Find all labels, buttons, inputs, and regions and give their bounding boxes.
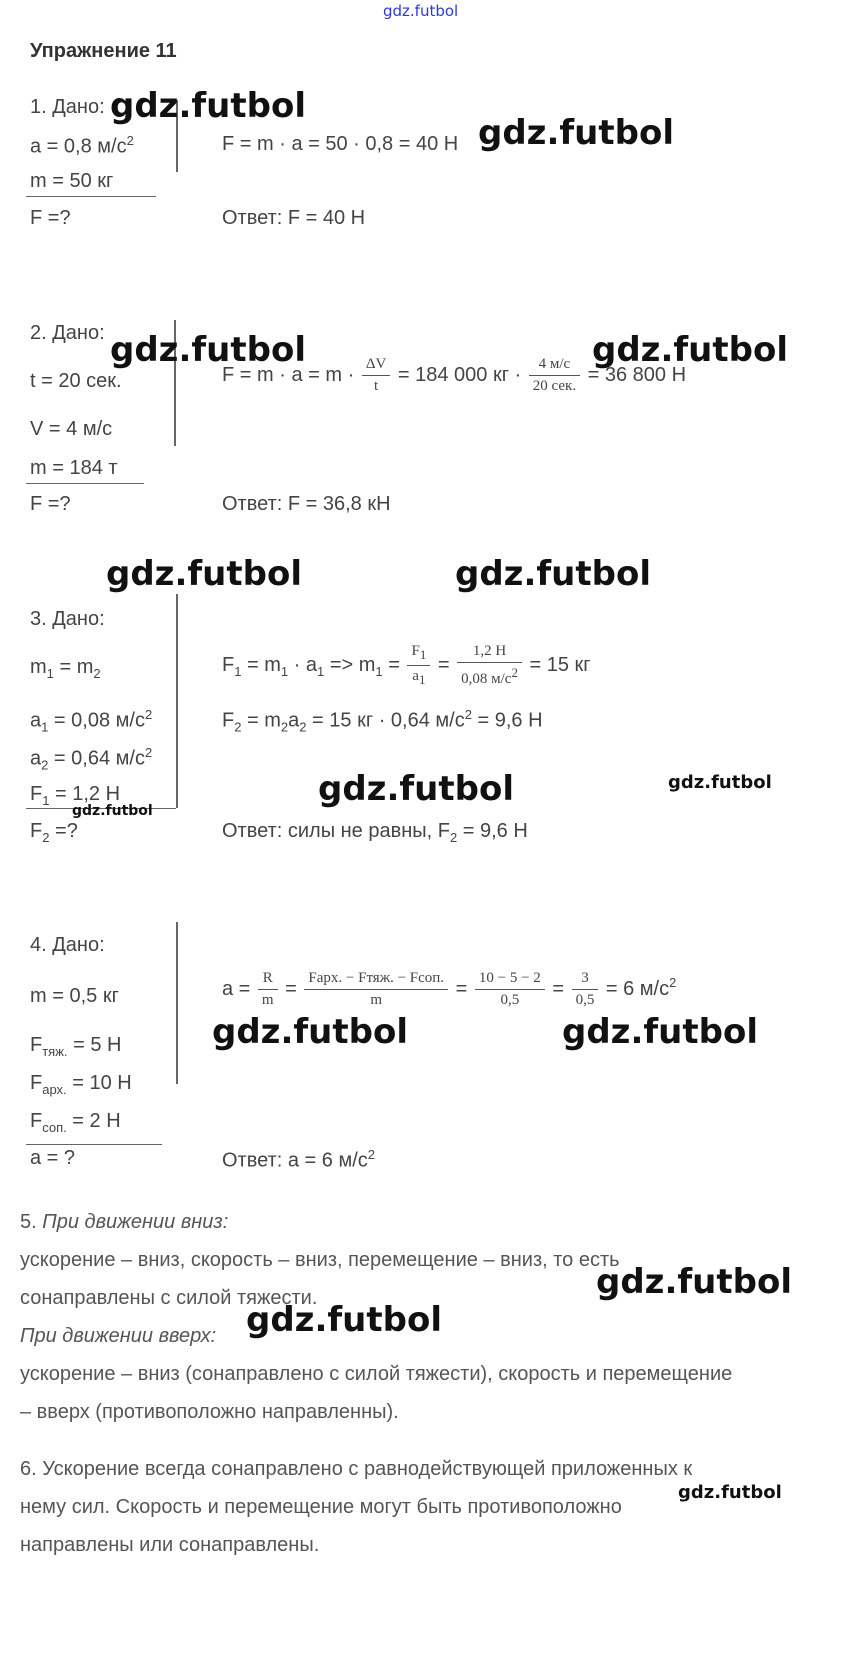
p3-m1-sub: 1 <box>46 666 54 681</box>
p1-acceleration <box>30 133 134 159</box>
p2-sol-mid: = 184 000 кг · <box>397 363 522 386</box>
p4-sol-prefix: a = <box>222 977 251 1000</box>
p4-answer <box>222 1147 375 1173</box>
p1-acceleration-exp: 2 <box>126 133 134 148</box>
p3-a2-sym: a <box>30 747 42 770</box>
p2-sol-end: = 36 800 Н <box>587 363 687 386</box>
p3-frac2-den-text: 0,08 м/с <box>461 671 512 687</box>
p3-a1-val: = 0,08 м/с <box>48 709 145 732</box>
p4-f-gravity <box>30 1034 121 1059</box>
p2-frac1-num: ΔV <box>362 356 390 376</box>
p3-f1-sym: F <box>30 783 43 805</box>
section6-line2: нему сил. Скорость и перемещение могут быть противоположно <box>20 1496 622 1518</box>
p4-fraction-values <box>475 970 545 1009</box>
p3-sol1-arrow: => m <box>324 653 376 676</box>
watermark: gdz.futbol <box>246 1300 442 1340</box>
p2-time: t = 20 сек. <box>30 370 122 392</box>
p3-m2: = m <box>53 656 94 678</box>
p3-sol1-m-sub: 1 <box>280 663 289 679</box>
p4-fraction-r-m <box>258 970 278 1009</box>
p4-frac2-den: m <box>370 992 383 1008</box>
p3-a1-sub: 1 <box>41 719 49 735</box>
p1-given-label: 1. Дано: <box>30 96 105 118</box>
p3-frac1-den-sub: 1 <box>418 672 426 687</box>
watermark: gdz.futbol <box>596 1262 792 1302</box>
watermark: gdz.futbol <box>110 330 306 370</box>
watermark: gdz.futbol <box>455 554 651 594</box>
p4-solution: a = $\frac{R}{m}$ = $\frac{\text{Fарх. − Fтяж. − Fсоп.}}{m}$ = $\frac{10 - 5 - 2}{0,5}$ = $\frac{3}{0,5}$ = 6 $м/с^2$ <box>222 970 677 1008</box>
p3-sol2-f-sub: 2 <box>234 719 242 735</box>
p2-fraction-dv-t <box>362 356 390 395</box>
p3-f2-sub: 2 <box>42 830 50 845</box>
p3-sol2-end: = 9,6 Н <box>471 709 543 732</box>
p4-fraction-result <box>572 970 599 1009</box>
p4-f-archimedes <box>30 1072 132 1097</box>
p3-m2-sub: 2 <box>93 666 101 681</box>
p3-sol1-f-sub: 1 <box>234 663 242 679</box>
watermark: gdz.futbol <box>212 1012 408 1052</box>
section5-number: 5. <box>20 1211 37 1233</box>
p2-frac2-num: 4 м/с <box>529 356 580 376</box>
p3-frac1-num-sym: F <box>411 643 420 659</box>
section6-line3: направлены или сонаправлены. <box>20 1534 320 1556</box>
p3-sol2-a: a <box>288 709 300 732</box>
p3-f1-sub: 1 <box>42 793 50 808</box>
watermark: gdz.futbol <box>478 113 674 153</box>
p2-divider <box>26 483 144 484</box>
p3-sol2-m-sub: 2 <box>280 719 289 735</box>
p4-fraction-forces <box>304 970 448 1009</box>
p2-frac2-den: 20 сек. <box>532 378 577 394</box>
p2-sol-prefix: F = m · a = m · <box>222 363 355 386</box>
p4-f-resistance <box>30 1110 121 1135</box>
p3-frac1-den <box>407 666 430 688</box>
p3-sol1-end: = 15 кг <box>529 653 591 676</box>
section6-line1: 6. Ускорение всегда сонаправлено с равнодействующей приложенных к <box>20 1458 693 1480</box>
p1-answer: Ответ: F = 40 Н <box>222 207 366 229</box>
p4-mass: m = 0,5 кг <box>30 985 119 1007</box>
p4-f-arch-sub: арх. <box>42 1082 67 1097</box>
p3-frac1-num <box>407 643 430 666</box>
p1-find: F =? <box>30 207 71 229</box>
p3-sol1-f: F <box>222 653 235 676</box>
p3-frac1-den-sym: a <box>412 668 419 684</box>
p3-sol2-sup: 2 <box>464 707 472 722</box>
p1-mass: m = 50 кг <box>30 170 114 192</box>
p3-fraction-f-a <box>407 643 430 688</box>
p4-frac4-num: 3 <box>572 970 599 990</box>
p4-f-arch-sym: F <box>30 1072 43 1094</box>
watermark: gdz.futbol <box>562 1012 758 1052</box>
p4-frac3-den: 0,5 <box>500 992 520 1008</box>
p4-frac4-den: 0,5 <box>575 992 595 1008</box>
p3-answer-end: = 9,6 Н <box>457 820 528 842</box>
p3-solution-line1: $F_1 = m_1 \cdot a_1 => m_1$ = $\frac{F_1}{a_1}$ = $\frac{1,2 Н}{0,08 м/с^2}$ = 15 кг <box>222 643 591 687</box>
watermark: gdz.futbol <box>592 330 788 370</box>
p3-frac2-den-sup: 2 <box>511 665 518 680</box>
p4-find: a = ? <box>30 1147 76 1169</box>
p4-frac3-num: 10 − 5 − 2 <box>475 970 545 990</box>
p3-sol2-f: F <box>222 709 235 732</box>
p3-frac2-den <box>457 663 522 688</box>
p3-a1 <box>30 707 152 735</box>
p3-sol1-a-sub: 1 <box>317 663 325 679</box>
p3-a2-val: = 0,64 м/с <box>48 747 145 770</box>
p3-answer-text: Ответ: силы не равны, F <box>222 820 450 842</box>
p3-sol1-a: · a <box>288 653 318 676</box>
section5-down-heading <box>20 1203 228 1241</box>
p3-solution-line2 <box>222 707 543 735</box>
p3-answer <box>222 820 528 845</box>
p2-find: F =? <box>30 493 71 515</box>
p1-divider <box>26 196 156 197</box>
p3-frac1-num-sub: 1 <box>419 647 427 662</box>
watermark: gdz.futbol <box>678 1482 782 1503</box>
watermark: gdz.futbol <box>110 86 306 126</box>
p4-f-gravity-val: = 5 Н <box>67 1034 122 1056</box>
p3-m1: m <box>30 656 47 678</box>
p3-given-label: 3. Дано: <box>30 608 105 630</box>
p4-f-res-val: = 2 Н <box>66 1110 121 1132</box>
p3-a1-sup: 2 <box>144 707 153 722</box>
watermark: gdz.futbol <box>668 772 772 793</box>
p3-sol1-m: = m <box>241 653 281 676</box>
p2-given-label: 2. Дано: <box>30 322 105 344</box>
p3-f2-sym: F <box>30 820 43 842</box>
p4-sol-end: = 6 м/с <box>605 977 670 1000</box>
p4-f-arch-val: = 10 Н <box>66 1072 132 1094</box>
p4-frac1-den: m <box>261 992 274 1008</box>
p2-velocity: V = 4 м/с <box>30 418 113 440</box>
p4-answer-sup: 2 <box>367 1147 375 1162</box>
p3-sol2-a-sub: 2 <box>299 719 307 735</box>
p4-divider <box>26 1144 162 1145</box>
p2-mass: m = 184 т <box>30 457 118 479</box>
p3-a1-sym: a <box>30 709 42 732</box>
section5-up-line1: ускорение – вниз (сонаправлено с силой тяжести), скорость и перемещение <box>20 1363 733 1385</box>
p3-sol1-eq: = <box>382 653 400 676</box>
section5-down-line2: сонаправлены с силой тяжести. <box>20 1287 318 1309</box>
page-title: Упражнение 11 <box>30 40 177 62</box>
watermark: gdz.futbol <box>318 769 514 809</box>
p4-frac2-num: Fарх. − Fтяж. − Fсоп. <box>304 970 448 990</box>
section5-up-line2: – вверх (противоположно направленны). <box>20 1401 399 1423</box>
p1-acceleration-text: a = 0,8 м/с <box>30 135 127 158</box>
p4-f-gravity-sym: F <box>30 1034 43 1056</box>
p3-f1-val: = 1,2 Н <box>49 783 121 805</box>
section5-up-heading: При движении вверх: <box>20 1325 217 1347</box>
p3-fraction-values <box>457 643 522 688</box>
section5-down-title: При движении вниз: <box>42 1211 229 1233</box>
p3-a2 <box>30 745 152 773</box>
p4-f-res-sym: F <box>30 1110 43 1132</box>
p4-frac1-num: R <box>258 970 278 990</box>
p3-a2-sub: 2 <box>41 757 49 773</box>
p4-sol-sup: 2 <box>669 975 677 991</box>
p4-vertical-line <box>176 922 178 1084</box>
p2-answer: Ответ: F = 36,8 кН <box>222 493 391 515</box>
p3-a2-sup: 2 <box>144 745 153 760</box>
watermark: gdz.futbol <box>72 803 153 819</box>
p3-masses-equal <box>30 656 101 681</box>
p4-f-res-sub: соп. <box>42 1120 67 1135</box>
p3-f2-val: =? <box>49 820 78 842</box>
top-watermark: gdz.futbol <box>383 2 459 20</box>
p3-sol1-arrow-sub: 1 <box>375 663 383 679</box>
p3-answer-sub: 2 <box>449 830 458 845</box>
p2-frac1-den: t <box>373 378 379 394</box>
p4-f-gravity-sub: тяж. <box>42 1044 68 1059</box>
p3-f2 <box>30 820 78 845</box>
p4-answer-text: Ответ: a = 6 м/с <box>222 1149 368 1172</box>
p4-given-label: 4. Дано: <box>30 934 105 956</box>
watermark: gdz.futbol <box>106 554 302 594</box>
section5-down-line1: ускорение – вниз, скорость – вниз, перемещение – вниз, то есть <box>20 1249 620 1271</box>
p3-vertical-line <box>176 594 178 808</box>
p3-sol2-calc: = 15 кг · 0,64 м/с <box>306 709 465 732</box>
p2-fraction-values <box>529 356 580 395</box>
p3-sol2-m: = m <box>241 709 281 732</box>
p1-solution: F = m · a = 50 · 0,8 = 40 Н <box>222 133 459 155</box>
p3-frac2-num: 1,2 Н <box>457 643 522 663</box>
